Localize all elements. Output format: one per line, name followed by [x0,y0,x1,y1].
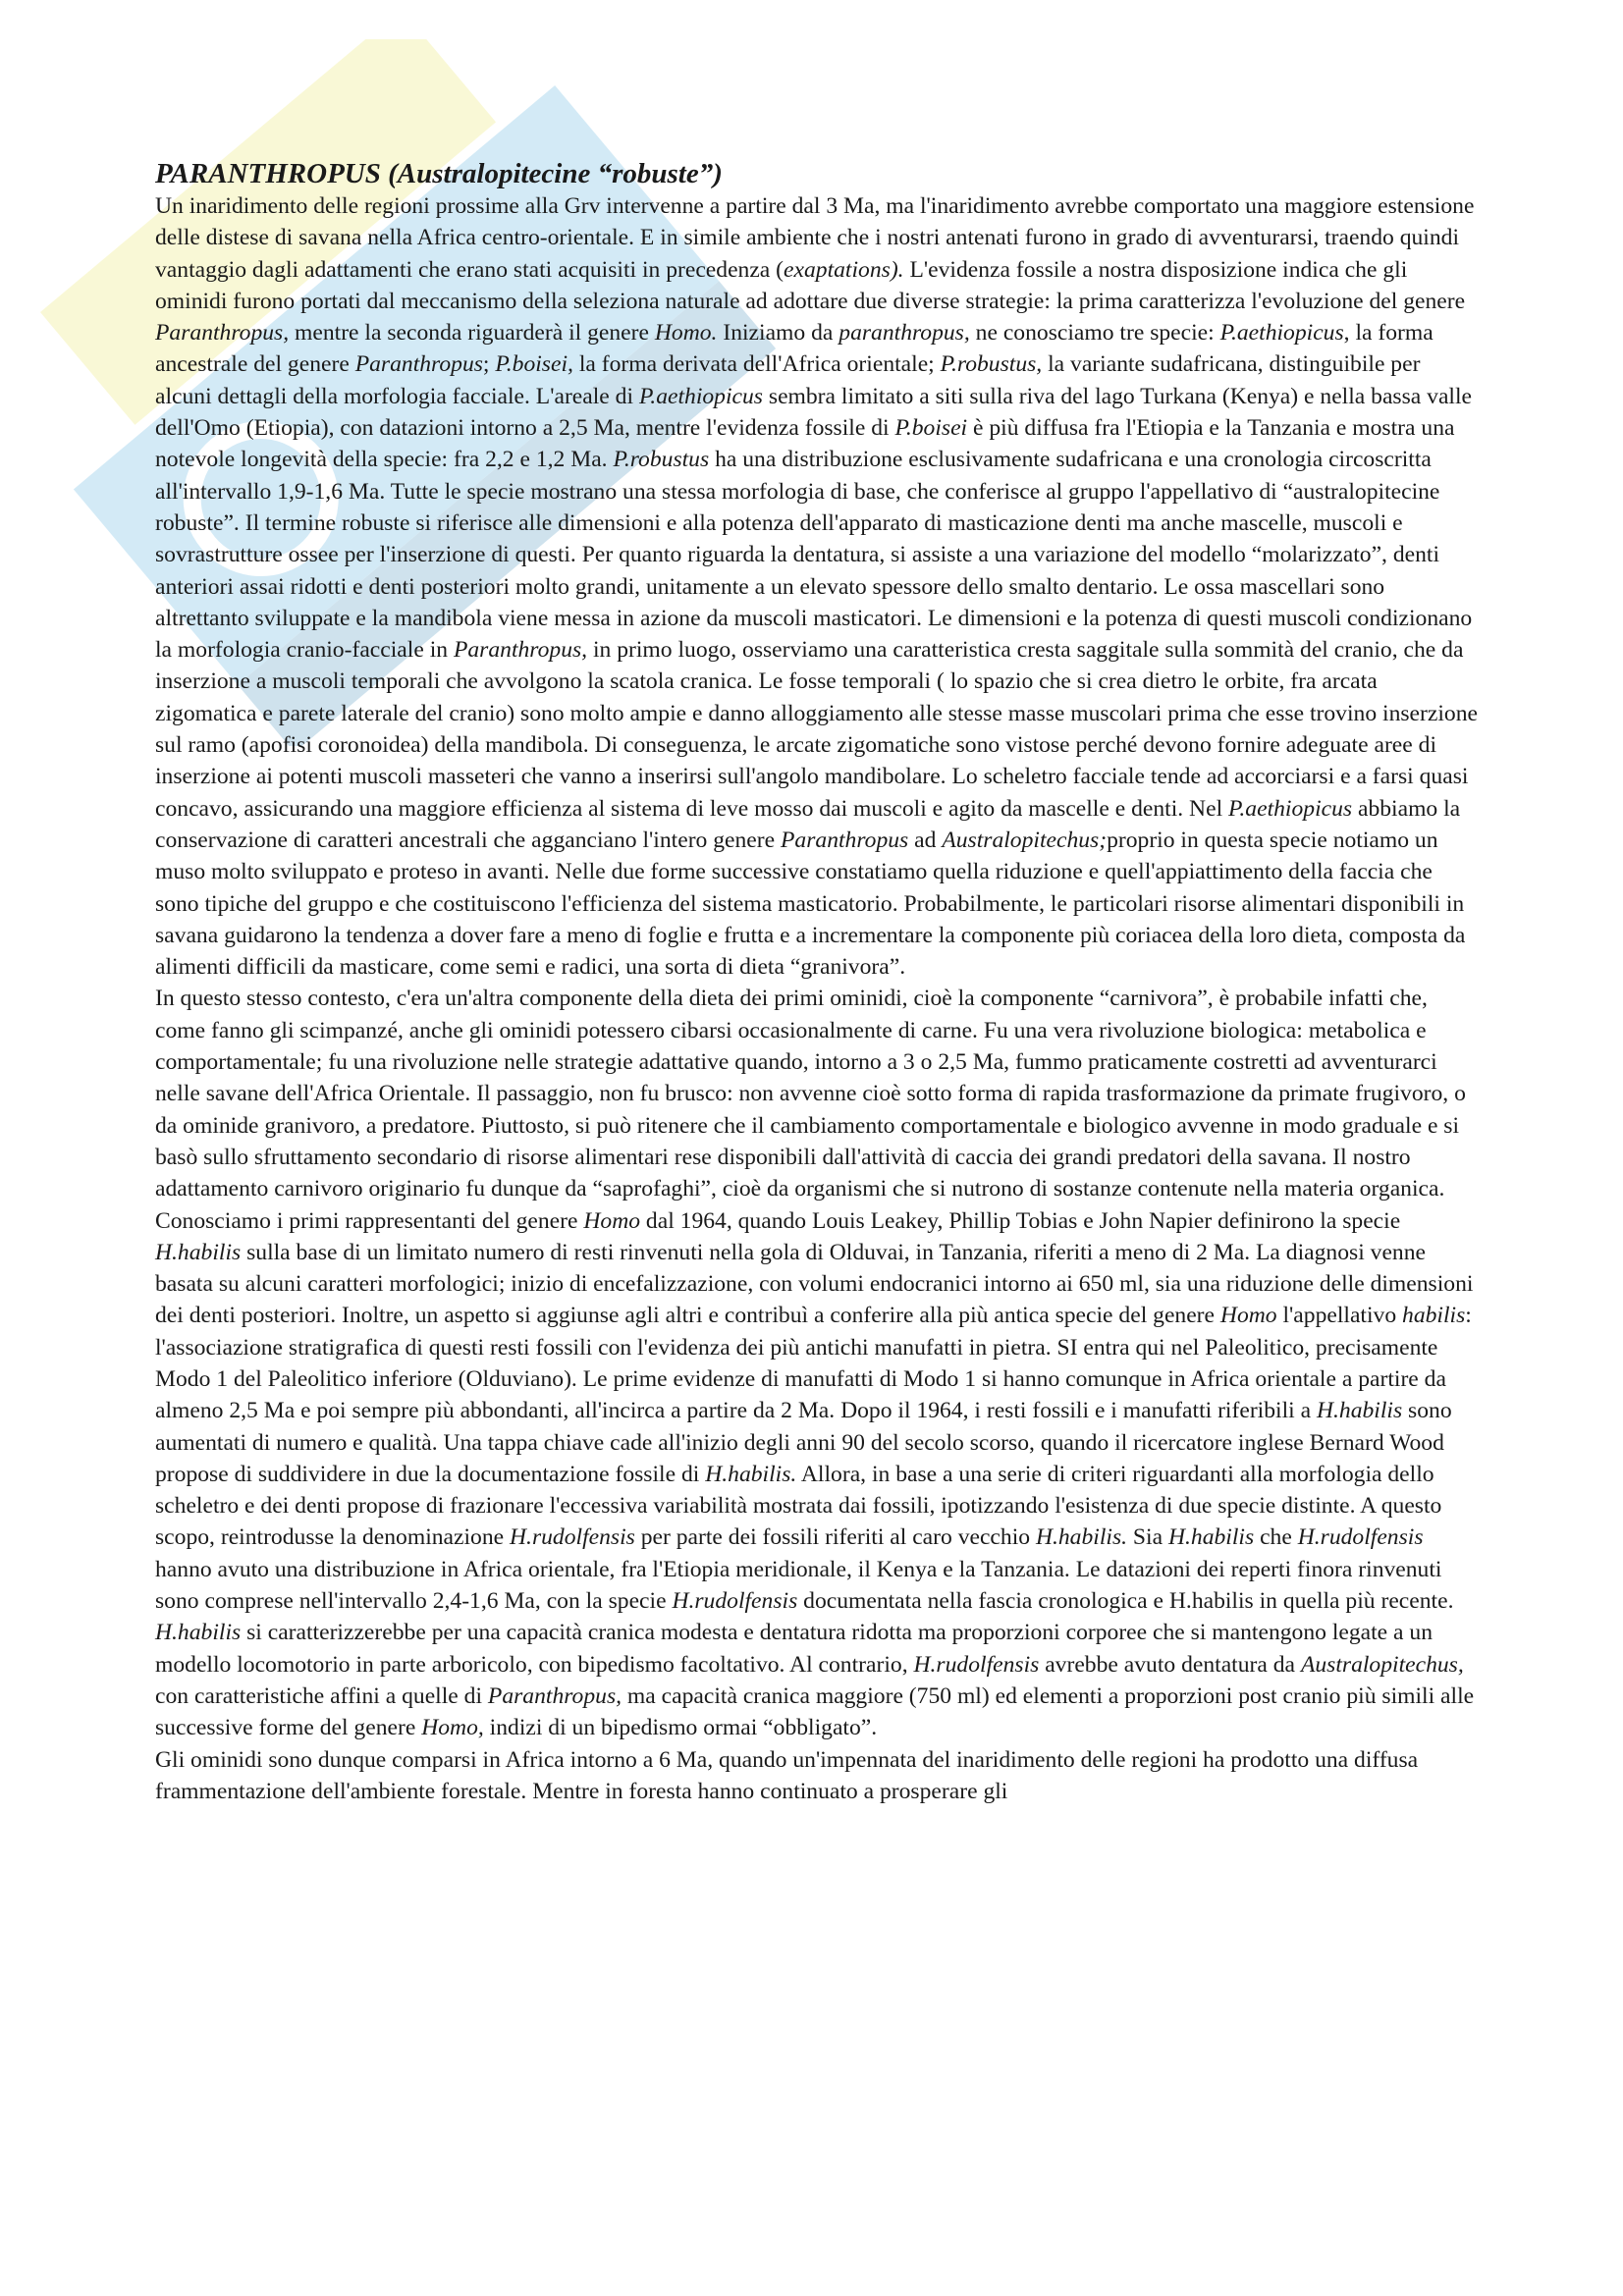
italic-term: Paranthropus [781,827,909,853]
text-run: che [1254,1524,1298,1551]
text-run: ad [908,827,943,853]
text-run: Gli ominidi sono dunque comparsi in Africa intorno a 6 Ma, quando un'impennata del inaridimento delle regioni ha prodotto una diffusa frammentazione dell'ambiente forestale. Mentre in foresta hanno continuato a prosperare gli [155,1746,1419,1804]
text-run: ma capacità cranica maggiore (750 ml) ed elementi a proporzioni post cranio più simili alle successive forme del genere [155,1682,1475,1741]
text-run: con caratteristiche affini a quelle di [155,1682,488,1709]
italic-term: H.rudolfensis [510,1524,635,1551]
italic-term: H.habilis [1316,1398,1403,1424]
italic-term: P.aethiopicus [1228,795,1353,822]
paragraph [155,1205,1481,1744]
text-run: avrebbe avuto dentatura da [1039,1651,1301,1678]
document-title: PARANTHROPUS (Australopitecine “robuste”) [155,158,723,189]
text-run: indizi di un bipedismo ormai “obbligato”. [483,1715,878,1741]
text-run: ha una distribuzione esclusivamente sudafricana e una cronologia circoscritta all'intervallo 1,9-1,6 Ma. Tutte le specie mostrano una stessa morfologia di base, che conferisce al gruppo l'appellativo di “australopitecine robuste”. Il termine robuste si riferisce alle dimensioni e alla potenza dell'apparato di masticazione denti ma anche mascelle, muscoli e sovrastrutture ossee per l'inserzione di questi. Per quanto riguarda la dentatura, si assiste a una variazione del modello “molarizzato”, denti anteriori assai ridotti e denti posteriori molto grandi, unitamente a un elevato spessore dello smalto dentario. Le ossa mascellari sono altrettanto sviluppate e la mandibola viene messa in azione da muscoli masticatori. Le dimensioni e la potenza di questi muscoli condizionano la morfologia cranio-facciale in [155,447,1473,664]
text-run: l'appellativo [1276,1303,1403,1329]
text-run: in primo luogo, osserviamo una caratteristica cresta saggitale sulla sommità del cranio, che da inserzione a muscoli temporali che avvolgono la scatola cranica. Le fosse temporali ( lo spazio che si crea dietro le orbite, fra arcata zigomatica e parete laterale del cranio) sono molto ampie e danno alloggiamento alle stesse masse muscolari prima che esse trovino inserzione sul ramo (apofisi coronoidea) della mandibola. Di conseguenza, le arcate zigomatiche sono vistose perché devono fornire adeguate aree di inserzione ai potenti muscoli masseteri che vanno a inserirsi sull'angolo mandibolare. Lo scheletro facciale tende ad accorciarsi e a farsi quasi concavo, assicurando una maggiore efficienza al sistema di leve mosso dai muscoli e agito da mascelle e denti. Nel [155,637,1478,822]
paragraph [155,983,1481,1204]
text-run: , la forma ancestrale del genere [155,320,1434,378]
text-run: è più diffusa fra l'Etiopia e la Tanzania e mostra una notevole longevità della specie: fra 2,2 e 1,2 Ma. [155,415,1455,473]
italic-term: Australopitechus, [1300,1651,1464,1678]
italic-term: P.aethiopicus [1219,320,1344,347]
text-run: Allora, in base a una serie di criteri riguardanti alla morfologia dello scheletro e dei denti propose di frazionare l'eccessiva variabilità mostrata dai fossili, ipotizzando l'esistenza di due specie distinte. A questo scopo, reintrodusse la denominazione [155,1461,1442,1551]
text-run: Un inaridimento delle regioni prossime alla Grv intervenne a partire dal 3 Ma, ma l'inaridimento avrebbe comportato una maggiore estensione delle distese di savana nella Africa centro-orientale. E in simile ambiente che i nostri antenati furono in grado di avventurarsi, traendo quindi vantaggio dagli adattamenti che erano stati acquisiti in precedenza ( [155,193,1475,283]
document-body [155,190,1481,1807]
italic-term: Paranthropus, [453,637,588,664]
text-run: ne conosciamo tre specie: [969,320,1220,347]
italic-term: Homo [583,1207,641,1234]
text-run: proprio in questa specie notiamo un muso molto sviluppato e proteso in avanti. Nelle due forme successive constatiamo quella riduzione e quell'appiattimento della faccia che sono tipiche del gruppo e che costituiscono l'efficienza del sistema masticatorio. Probabilmente, le particolari risorse alimentari disponibili in savana guidarono la tendenza a dover fare a meno di foglie e frutta e a incrementare la componente più coriacea della loro dieta, composta da alimenti difficili da masticare, come semi e radici, una sorta di dieta “granivora”. [155,827,1466,981]
italic-term: H.rudolfensis [913,1651,1040,1678]
paragraph [155,1744,1481,1808]
italic-term: paranthropus, [839,320,970,347]
italic-term: Paranthropus, [155,320,290,347]
italic-term: P.robustus, [940,351,1043,378]
text-run: documentata nella fascia cronologica e H.habilis in quella più recente. [797,1588,1454,1615]
text-run: In questo stesso contesto, c'era un'altra componente della dieta dei primi ominidi, cioè la componente “carnivora”, è probabile infatti che, come fanno gli scimpanzé, anche gli ominidi potessero cibarsi occasionalmente di carne. Fu una vera rivoluzione biologica: metabolica e comportamentale; fu una rivoluzione nelle strategie adattative quando, intorno a 3 o 2,5 Ma, fummo praticamente costretti ad avventurarci nelle savane dell'Africa Orientale. Il passaggio, non fu brusco: non avvenne cioè sotto forma di rapida trasformazione da primate frugivoro, o da ominide granivoro, a predatore. Piuttosto, si può ritenere che il cambiamento comportamentale e biologico avvenne in modo graduale e si basò sullo sfruttamento secondario di risorse alimentari rese disponibili dall'attività di caccia dei grandi predatori della savana. Il nostro adattamento carnivoro originario fu dunque da “saprofaghi”, cioè da organismi che si nutrono di sostanze contenute nella materia organica. [155,986,1466,1202]
italic-term: exaptations). [784,256,904,283]
italic-term: P.boisei [894,415,968,442]
text-run: Conosciamo i primi rappresentanti del genere [155,1207,584,1234]
italic-term: Australopitechus; [942,827,1108,853]
text-run: ; [482,351,496,378]
italic-term: Paranthropus, [487,1682,622,1709]
italic-term: habilis [1402,1303,1466,1329]
text-run: la variante sudafricana, distinguibile per alcuni dettagli della morfologia facciale. L'areale di [155,351,1421,409]
text-run: Sia [1127,1524,1168,1551]
text-run: la forma derivata dell'Africa orientale; [572,351,941,378]
text-run: Iniziamo da [717,320,839,347]
text-run: sono aumentati di numero e qualità. Una tappa chiave cade all'inizio degli anni 90 del secolo scorso, quando il ricercatore inglese Bernard Wood propose di suddividere in due la documentazione fossile di [155,1398,1452,1487]
text-run: per parte dei fossili riferiti al caro vecchio [634,1524,1036,1551]
italic-term: H.habilis [1167,1524,1255,1551]
text-run: abbiamo la conservazione di caratteri ancestrali che agganciano l'intero genere [155,795,1461,853]
italic-term: H.rudolfensis [1297,1524,1424,1551]
text-run: : l'associazione stratigrafica di questi resti fossili con l'evidenza dei più antichi manufatti in pietra. SI entra qui nel Paleolitico, precisamente Modo 1 del Paleolitico inferiore (Olduviano). Le prime evidenze di manufatti di Modo 1 si hanno comunque in Africa orientale a partire da almeno 2,5 Ma e poi sempre più abbondanti, all'incirca a partire da 2 Ma. Dopo il 1964, i resti fossili e i manufatti riferibili a [155,1303,1472,1424]
paragraph [155,190,1481,983]
italic-term: Homo [1219,1303,1277,1329]
italic-term: H.habilis. [705,1461,797,1487]
text-run: si caratterizzerebbe per una capacità cranica modesta e dentatura ridotta ma proporzioni corporee che si mantengono legate a un modello locomotorio in parte arboricolo, con bipedismo facoltativo. Al contrario, [155,1620,1434,1678]
italic-term: P.boisei, [495,351,573,378]
text-run: sulla base di un limitato numero di resti rinvenuti nella gola di Olduvai, in Tanzania, riferiti a meno di 2 Ma. La diagnosi venne basata su alcuni caratteri morfologici; inizio di encefalizzazione, con volumi endocranici intorno ai 650 ml, sia una riduzione delle dimensioni dei denti posteriori. Inoltre, un aspetto si aggiunse agli altri e contribuì a conferire alla più antica specie del genere [155,1239,1474,1329]
italic-term: H.habilis [155,1239,242,1265]
italic-term: H.habilis. [1035,1524,1128,1551]
text-run: L'evidenza fossile a nostra disposizione indica che gli ominidi furono portati dal meccanismo della seleziona naturale ad adottare due diverse strategie: la prima caratterizza l'evoluzione del genere [155,256,1466,314]
italic-term: Homo, [421,1715,484,1741]
text-run: mentre la seconda riguarderà il genere [289,320,655,347]
italic-term: Homo. [654,320,718,347]
italic-term: H.habilis [155,1620,242,1646]
text-run: hanno avuto una distribuzione in Africa orientale, fra l'Etiopia meridionale, il Kenya e la Tanzania. Le datazioni dei reperti finora rinvenuti sono comprese nell'intervallo 2,4-1,6 Ma, con la specie [155,1556,1442,1615]
text-run: dal 1964, quando Louis Leakey, Phillip Tobias e John Napier definirono la specie [640,1207,1401,1234]
document-page [155,157,1481,1807]
italic-term: P.aethiopicus [638,383,763,409]
italic-term: H.rudolfensis [672,1588,798,1615]
italic-term: P.robustus [613,447,710,473]
text-run: sembra limitato a siti sulla riva del lago Turkana (Kenya) e nella bassa valle dell'Omo (Etiopia), con datazioni intorno a 2,5 Ma, mentre l'evidenza fossile di [155,383,1473,442]
italic-term: Paranthropus [354,351,483,378]
